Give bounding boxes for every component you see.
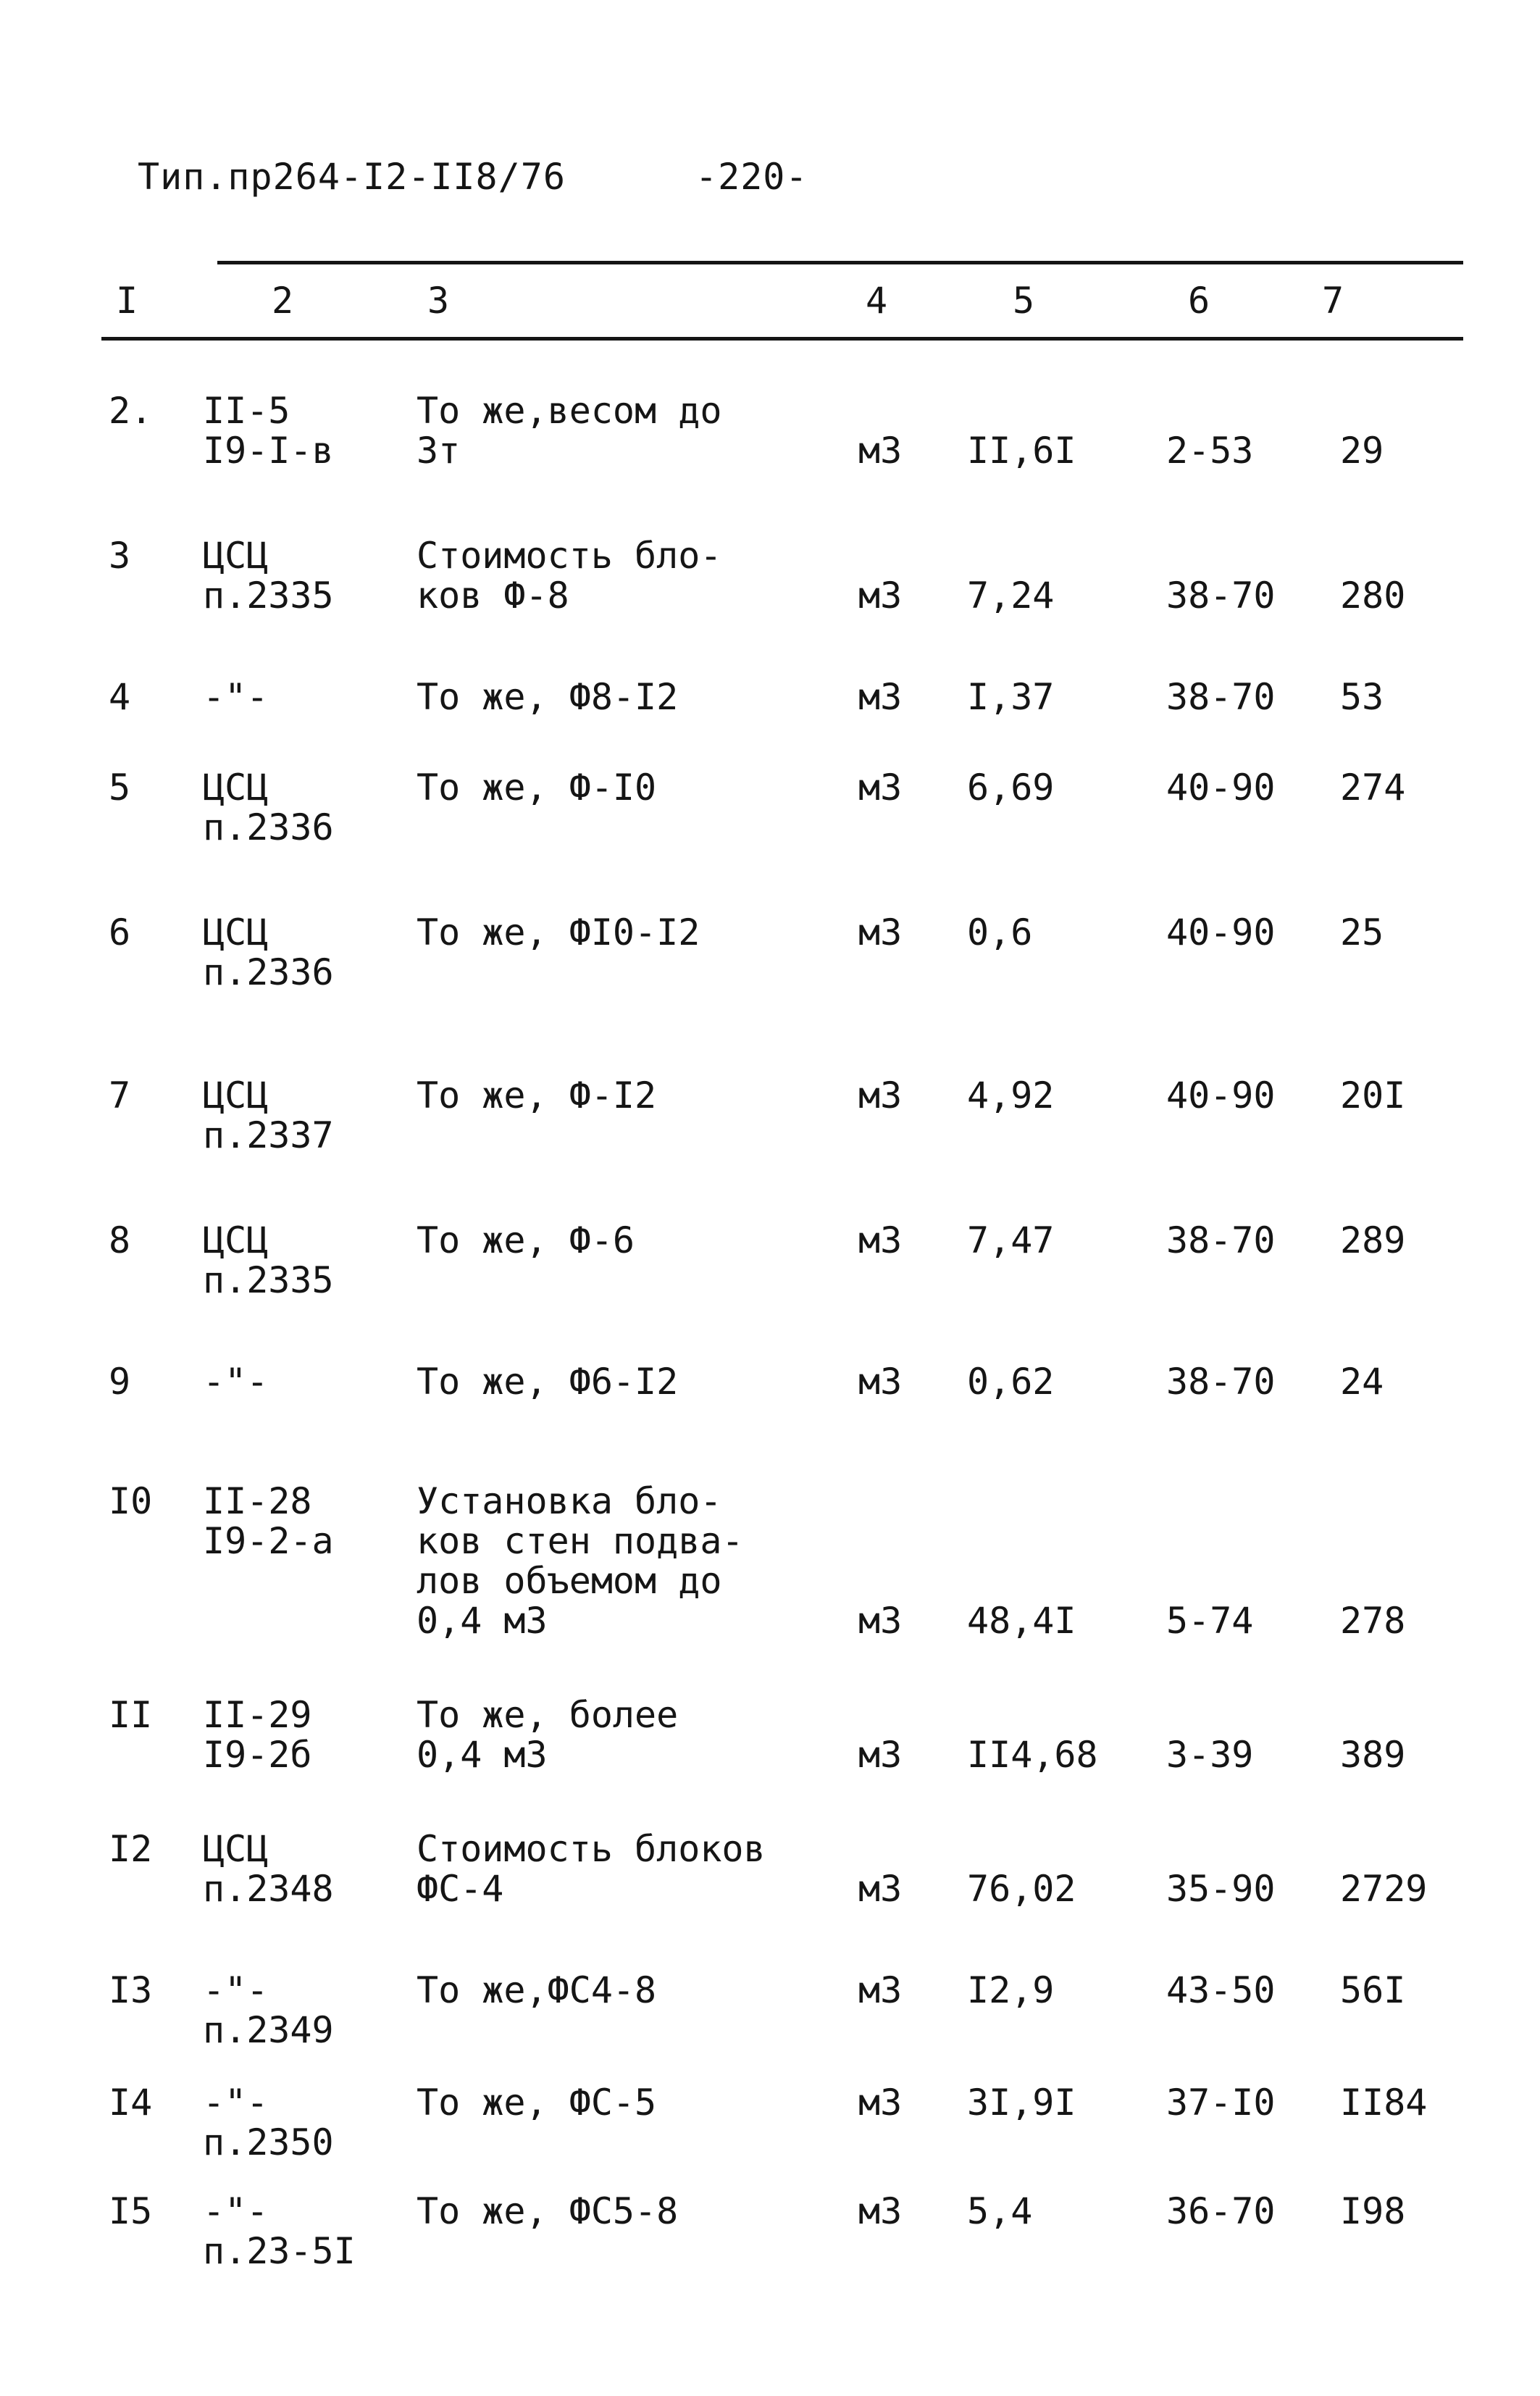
- column-header-2: 2: [272, 280, 294, 322]
- work-description-cell: Стоимость бло- ков Ф-8: [417, 535, 722, 617]
- total-cost-cell: I98: [1340, 2190, 1406, 2232]
- quantity-cell: 6,69: [967, 767, 1055, 809]
- row-number-cell: 4: [109, 676, 131, 718]
- rate-reference-cell: -"-: [203, 676, 269, 718]
- quantity-cell: II,6I: [967, 430, 1076, 472]
- quantity-cell: I2,9: [967, 1969, 1055, 2011]
- rate-reference-cell: ЦСЦ п.2336: [203, 911, 334, 993]
- column-header-5: 5: [1013, 280, 1035, 322]
- document-code: Тип.пр264-I2-II8/76: [138, 156, 566, 198]
- quantity-cell: 5,4: [967, 2190, 1033, 2232]
- row-number-cell: I4: [109, 2082, 153, 2124]
- quantity-cell: 4,92: [967, 1074, 1055, 1116]
- work-description-cell: То же, ФI0-I2: [417, 911, 700, 953]
- unit-price-cell: 38-70: [1166, 1361, 1276, 1403]
- total-cost-cell: 53: [1340, 676, 1384, 718]
- unit-price-cell: 38-70: [1166, 1219, 1276, 1261]
- unit-price-cell: 2-53: [1166, 430, 1254, 472]
- total-cost-cell: 29: [1340, 430, 1384, 472]
- row-number-cell: I3: [109, 1969, 153, 2011]
- total-cost-cell: 2729: [1340, 1868, 1428, 1910]
- work-description-cell: То же, более 0,4 м3: [417, 1694, 679, 1776]
- unit-price-cell: 5-74: [1166, 1600, 1254, 1642]
- unit-cell: м3: [858, 1600, 903, 1642]
- quantity-cell: 7,24: [967, 575, 1055, 617]
- unit-cell: м3: [858, 2190, 903, 2232]
- table-header-rule: [101, 337, 1463, 341]
- total-cost-cell: 389: [1340, 1734, 1406, 1776]
- unit-price-cell: 40-90: [1166, 1074, 1276, 1116]
- row-number-cell: I0: [109, 1480, 153, 1522]
- unit-price-cell: 43-50: [1166, 1969, 1276, 2011]
- total-cost-cell: 24: [1340, 1361, 1384, 1403]
- work-description-cell: То же, Ф8-I2: [417, 676, 679, 718]
- row-number-cell: 2.: [109, 390, 153, 432]
- unit-cell: м3: [858, 1219, 903, 1261]
- work-description-cell: То же, Ф-I0: [417, 767, 657, 809]
- row-number-cell: I2: [109, 1828, 153, 1870]
- work-description-cell: То же, ФС5-8: [417, 2190, 679, 2232]
- quantity-cell: 48,4I: [967, 1600, 1076, 1642]
- total-cost-cell: 289: [1340, 1219, 1406, 1261]
- quantity-cell: 7,47: [967, 1219, 1055, 1261]
- unit-cell: м3: [858, 767, 903, 809]
- column-header-3: 3: [427, 280, 450, 322]
- unit-cell: м3: [858, 430, 903, 472]
- quantity-cell: 76,02: [967, 1868, 1076, 1910]
- rate-reference-cell: ЦСЦ п.2336: [203, 767, 334, 848]
- quantity-cell: II4,68: [967, 1734, 1098, 1776]
- rate-reference-cell: ЦСЦ п.2348: [203, 1828, 334, 1910]
- unit-cell: м3: [858, 1361, 903, 1403]
- total-cost-cell: 56I: [1340, 1969, 1406, 2011]
- row-number-cell: 5: [109, 767, 131, 809]
- work-description-cell: То же, Ф6-I2: [417, 1361, 679, 1403]
- rate-reference-cell: ЦСЦ п.2335: [203, 1219, 334, 1301]
- unit-cell: м3: [858, 1734, 903, 1776]
- row-number-cell: 3: [109, 535, 131, 577]
- rate-reference-cell: ЦСЦ п.2335: [203, 535, 334, 617]
- row-number-cell: I5: [109, 2190, 153, 2232]
- unit-price-cell: 40-90: [1166, 767, 1276, 809]
- unit-cell: м3: [858, 1074, 903, 1116]
- rate-reference-cell: -"- п.2350: [203, 2082, 334, 2163]
- rate-reference-cell: -"- п.2349: [203, 1969, 334, 2051]
- unit-price-cell: 37-I0: [1166, 2082, 1276, 2124]
- total-cost-cell: 20I: [1340, 1074, 1406, 1116]
- quantity-cell: 0,62: [967, 1361, 1055, 1403]
- quantity-cell: 3I,9I: [967, 2082, 1076, 2124]
- work-description-cell: То же,ФС4-8: [417, 1969, 657, 2011]
- unit-cell: м3: [858, 2082, 903, 2124]
- row-number-cell: 8: [109, 1219, 131, 1261]
- table-top-rule: [101, 261, 1463, 264]
- work-description-cell: Установка бло- ков стен подва- лов объемом до 0,4 м3: [417, 1480, 744, 1642]
- rate-reference-cell: ЦСЦ п.2337: [203, 1074, 334, 1156]
- row-number-cell: II: [109, 1694, 153, 1736]
- unit-cell: м3: [858, 575, 903, 617]
- work-description-cell: Стоимость блоков ФС-4: [417, 1828, 766, 1910]
- unit-cell: м3: [858, 1969, 903, 2011]
- page-number: -220-: [695, 156, 808, 198]
- unit-price-cell: 36-70: [1166, 2190, 1276, 2232]
- total-cost-cell: 274: [1340, 767, 1406, 809]
- quantity-cell: 0,6: [967, 911, 1033, 953]
- column-header-6: 6: [1188, 280, 1210, 322]
- work-description-cell: То же, Ф-I2: [417, 1074, 657, 1116]
- rate-reference-cell: II-28 I9-2-а: [203, 1480, 334, 1562]
- unit-price-cell: 38-70: [1166, 575, 1276, 617]
- unit-cell: м3: [858, 1868, 903, 1910]
- rate-reference-cell: II-29 I9-2б: [203, 1694, 312, 1776]
- total-cost-cell: 25: [1340, 911, 1384, 953]
- column-header-1: I: [116, 280, 138, 322]
- unit-cell: м3: [858, 911, 903, 953]
- unit-price-cell: 38-70: [1166, 676, 1276, 718]
- total-cost-cell: 280: [1340, 575, 1406, 617]
- row-number-cell: 9: [109, 1361, 131, 1403]
- work-description-cell: То же,весом до 3т: [417, 390, 722, 472]
- rate-reference-cell: -"-: [203, 1361, 269, 1403]
- unit-price-cell: 35-90: [1166, 1868, 1276, 1910]
- unit-cell: м3: [858, 676, 903, 718]
- unit-price-cell: 3-39: [1166, 1734, 1254, 1776]
- row-number-cell: 6: [109, 911, 131, 953]
- column-header-7: 7: [1322, 280, 1344, 322]
- rate-reference-cell: -"- п.23-5I: [203, 2190, 356, 2272]
- total-cost-cell: 278: [1340, 1600, 1406, 1642]
- rate-reference-cell: II-5 I9-I-в: [203, 390, 334, 472]
- work-description-cell: То же, ФС-5: [417, 2082, 657, 2124]
- row-number-cell: 7: [109, 1074, 131, 1116]
- column-header-4: 4: [866, 280, 888, 322]
- quantity-cell: I,37: [967, 676, 1055, 718]
- unit-price-cell: 40-90: [1166, 911, 1276, 953]
- work-description-cell: То же, Ф-6: [417, 1219, 635, 1261]
- total-cost-cell: II84: [1340, 2082, 1428, 2124]
